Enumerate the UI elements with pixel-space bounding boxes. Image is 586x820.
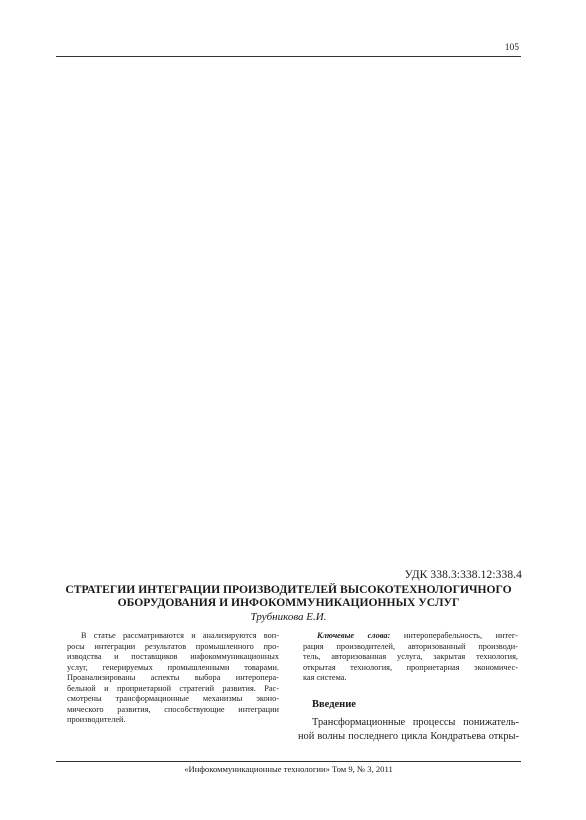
article-title <box>56 583 521 609</box>
keywords-line: кая система. <box>303 673 347 682</box>
keywords-column <box>303 631 518 684</box>
article-author: Трубникова Е.И. <box>250 611 327 623</box>
keywords-line: тель, авторизованная услуга, закрытая технология, <box>303 652 518 661</box>
abstract-line: услуг, генерируемых промышленными товарами. <box>67 662 279 672</box>
abstract-line: Проанализированы аспекты выбора интеропера- <box>67 673 279 682</box>
keywords-first-line-text: интероперабельность, интег- <box>403 631 518 640</box>
udk-code: УДК 338.3:338.12:338.4 <box>404 569 522 581</box>
keywords-label: Ключевые слова: <box>317 631 391 640</box>
keywords-first-line <box>303 631 518 642</box>
introduction-line: Трансформационные процессы понижатель- <box>312 717 519 728</box>
journal-footer: «Инфокоммуникационные технологии» Том 9, № 3, 2011 <box>184 764 393 774</box>
abstract-line: производителей. <box>67 715 126 724</box>
introduction-text <box>298 716 519 744</box>
footer-rule <box>56 761 521 762</box>
introduction-line: ной волны последнего цикла Кондратьева откры- <box>298 730 519 742</box>
abstract-column <box>67 631 279 726</box>
abstract-line: В статье рассматриваются и анализируются воп- <box>81 631 279 640</box>
article-title-line-1: СТРАТЕГИИ ИНТЕГРАЦИИ ПРОИЗВОДИТЕЛЕЙ ВЫСОКОТЕХНОЛОГИЧНОГО <box>65 583 512 596</box>
abstract-line: росы интеграции результатов промышленного про- <box>67 641 279 651</box>
keywords-line: рация производителей, авторизованный производи- <box>303 641 518 651</box>
keywords-line: открытая технология, проприетарная экономичес- <box>303 662 518 672</box>
article-title-line-2: ОБОРУДОВАНИЯ И ИНФОКОММУНИКАЦИОННЫХ УСЛУГ <box>117 596 460 609</box>
abstract-line: бельной и проприетарной стратегий развития. Рас- <box>67 683 279 693</box>
introduction-heading: Введение <box>312 699 356 710</box>
abstract-line: изводства и поставщиков инфокоммуникационных <box>67 652 279 661</box>
header-rule <box>56 56 521 57</box>
abstract-line: смотрены трансформационные механизмы эконо- <box>67 694 279 703</box>
abstract-line: мического развития, способствующие интеграции <box>67 704 279 714</box>
page-number: 105 <box>504 43 519 53</box>
